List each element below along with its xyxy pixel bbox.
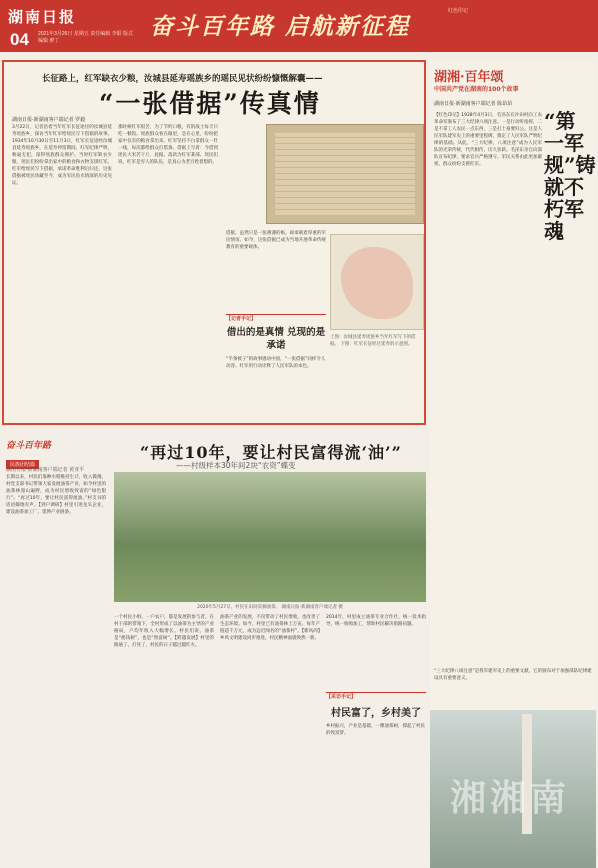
second-story-tag bbox=[6, 438, 92, 472]
second-column-2: 一个村民小组、一户农户，都是发展的参与者。在村干部的带领下，全村形成了以油茶为主导的产业格局，户均年收入大幅增长。村民们说，油茶是“摇钱树”，也是“致富树”。【跨越发展】村里的路通了、灯亮了，村民的日子越过越红火。 bbox=[114, 615, 214, 648]
rice-field-photo bbox=[114, 472, 426, 602]
second-headline: “再过10年，要让村民富得流‘油’” bbox=[140, 443, 402, 462]
loan-document-photo bbox=[266, 124, 424, 224]
second-column-1: 长期以来，村民们靠种水稻维持生计，收入微薄。村党支部书记带领大家发展油茶产业，如今村里的油茶林漫山遍野，成为村民增收致富的“绿色银行”。“再过10年，要让村民富得流油。”村支书的话语掷地有声。【到户调研】村里引进龙头企业，建设油茶加工厂，延伸产业链条。 bbox=[6, 475, 106, 515]
story-byline: 湖南日报·新湖南客户端记者 罗毅 bbox=[12, 117, 86, 123]
route-map-image bbox=[330, 234, 424, 330]
reporter-note-body: “半条被子”的故事感动中国，“一张借据”同样令人动容。红军用行动诠释了人民军队的本色。 bbox=[226, 357, 326, 369]
column-body-2: “三大纪律八项注意”是我军建军史上的重要文献，它的颁布对于加强部队纪律建设具有重要意义。 bbox=[434, 669, 592, 681]
reporter-note-label: 【记者手记】 bbox=[226, 316, 257, 322]
second-column-3: 油茶产业的发展，不仅带动了村民增收，也改善了生态环境。如今，村里已有油茶林上万亩，每年产值超千万元，成为远近闻名的“油茶村”。【新风尚】乡风文明建设同步推进，村民精神面貌焕然一新。 bbox=[220, 615, 320, 641]
second-story-byline: 湖南日报·新湖南客户端记者 黄亚平 bbox=[6, 467, 85, 473]
story-headline: “一张借据”传真情 bbox=[99, 89, 321, 118]
photo-caption: 上图：汝城县延寿瑶族乡当年红军写下的借据。 下图：红军长征经过延寿的示意图。 bbox=[330, 335, 416, 347]
page-number: 04 bbox=[10, 30, 29, 49]
second-tag-sub: 民族团结篇 bbox=[6, 460, 39, 469]
interview-note bbox=[326, 692, 426, 824]
story-column-2: 那时候红军很苦，为了节约口粮，有的战士每天只吃一顿饭。瑶族群众看在眼里，急在心里，纷纷把家中仅有的粮食拿出来。红军坚持不白拿群众一针一线，每次都给群众打借条。借据上写着：今借到瑶民大米若干斤，此据。落款为红军某部。瑶民们说，红军是穷人的队伍，是真心为老百姓着想的。 bbox=[118, 125, 218, 165]
banner-subtitle: 红色印记 bbox=[448, 8, 469, 14]
issue-meta: 2021年3月26日 星期五 责任编辑 李阳 版式编辑 廖丁 bbox=[38, 31, 134, 44]
second-column-4: 2014年，村里成立油茶专业合作社，统一技术指导，统一收购加工，帮助村民解决销路问题。 bbox=[326, 615, 426, 627]
column-byline: 湖南日报·新湖南客户端记者 陈昂昂 bbox=[434, 101, 513, 107]
interview-note-body: 乡村振兴，产业是基础。一棵油茶树，撑起了村民的致富梦。 bbox=[326, 724, 425, 736]
column-headline: “第一军规”铸就不朽军魂 bbox=[544, 109, 596, 243]
newspaper-logo: 湖南日报 bbox=[8, 8, 77, 26]
monument-photo bbox=[430, 710, 596, 868]
story-kicker: 长征路上，红军缺衣少粮，汝城县延寿瑶族乡的瑶民见状纷纷慷慨解囊—— bbox=[42, 74, 323, 84]
masthead bbox=[0, 0, 598, 52]
interview-note-title: 村民富了，乡村美了 bbox=[331, 708, 421, 719]
column-logo: 湖湘·百年颂 bbox=[434, 70, 504, 85]
section-banner bbox=[150, 6, 450, 44]
interview-note-label: 【采访手记】 bbox=[326, 694, 357, 700]
reporter-note-title: 借出的是真情 兑现的是承诺 bbox=[226, 327, 326, 351]
reporter-note bbox=[226, 314, 326, 384]
second-subheadline: ——村级样本30年间2块“农资”蝶变 bbox=[176, 461, 296, 470]
story-column-3: 借据，虽然只是一张薄薄的纸，却承载着厚重的军民情谊。如今，这张借据已成为当地开展革命传统教育的重要载体。 bbox=[226, 231, 326, 250]
watermark: 湘湘南 bbox=[450, 778, 571, 819]
right-column bbox=[430, 60, 596, 828]
column-body: 【红色印记】1928年4月3日，毛泽东在沙田村向工农革命军颁布了三大纪律六项注意。一是行动听指挥，二是不拿工人农民一点东西，三是打土豪要归公。这是人民军队建军史上的重要里程碑，奠定了人民军队严明纪律的基础。从此，“三大纪律，八项注意”成为人民军队的光荣传统，代代相传，历久弥新。毛泽东亲自向部队宣布纪律，要求官兵严格遵守。军民关系由此更加紧密，群众纷纷支援红军。 bbox=[434, 113, 542, 167]
lead-story bbox=[2, 60, 426, 425]
second-tag-main: 奋斗百年路 bbox=[6, 441, 52, 451]
banner-title: 奋斗百年路 启航新征程 bbox=[150, 14, 411, 40]
story-column-1: 3月22日，记者沿着当年红军长征途径的汝城县延寿瑶族乡，探访当年红军给瑶民写下借据的故事。1934年10月30日至11月3日，红军长征途经汝城县延寿瑶族乡，在延寿停留期间，红军纪律严明，秋毫无犯，深得瑶族群众拥护。当时红军缺衣少粮，瑶民们纷纷拿出家中的粮食和衣物支援红军。红军给瑶民写下借据，承诺革命胜利后归还。这张借据被瑶民珍藏至今，成为军民鱼水情深的历史见证。 bbox=[12, 125, 112, 186]
rice-field-caption: 2020年5月27日，村民在田间采摘油茶。 湖南日报·新湖南客户端记者 摄 bbox=[197, 605, 343, 610]
column-logo-subtitle: 中国共产党在湖南的100个故事 bbox=[434, 86, 519, 93]
